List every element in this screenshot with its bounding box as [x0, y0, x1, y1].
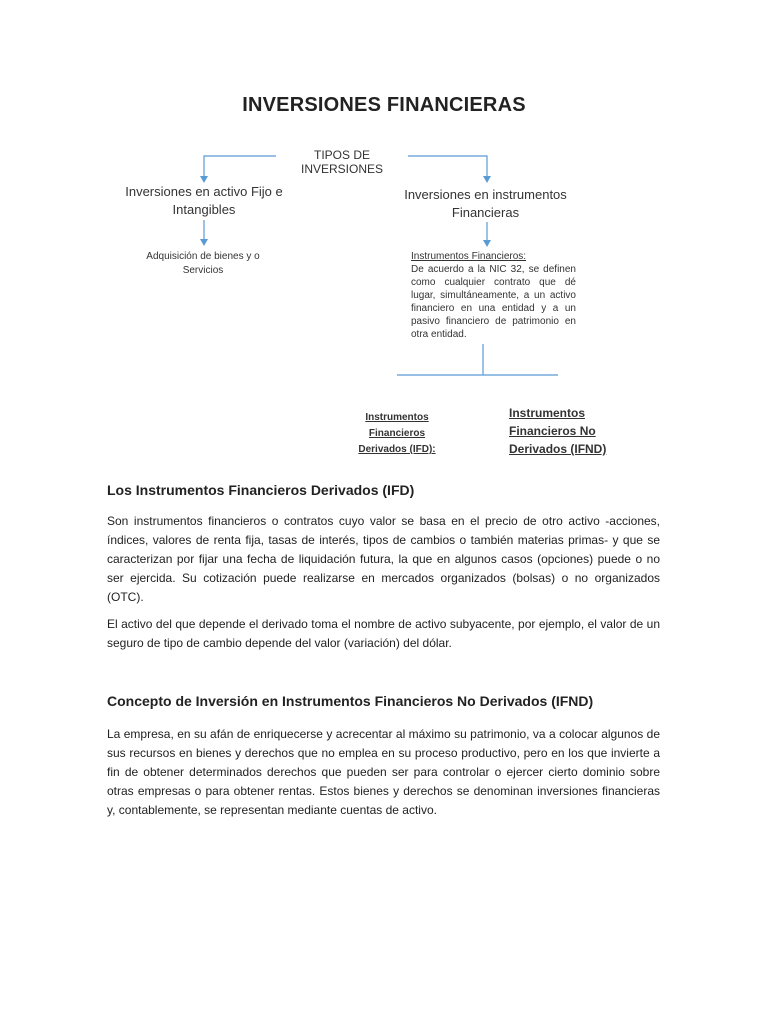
section-heading-ifnd: Concepto de Inversión en Instrumentos Financieros No Derivados (IFND)	[107, 693, 594, 709]
connector-root-right	[402, 156, 487, 178]
connector-root-left	[204, 156, 282, 178]
paragraph-ifnd-concept: La empresa, en su afán de enriquecerse y acrecentar al máximo su patrimonio, va a colocar algunos de sus recursos en bienes y derechos que no emplea en su proceso productivo, pero en los que invierte a fin de obtener determinados derechos que pueden ser para controlar o ejercer cierto dominio sobre otras empresas o para obtener rentas. Estos bienes y derechos se denominan inversiones financieras y, contablemente, se representan mediante cuentas de activo.	[107, 727, 660, 817]
document-title: INVERSIONES FINANCIERAS	[242, 94, 526, 116]
arrow-root-left	[200, 176, 208, 183]
diagram-right-branch: Inversiones en instrumentos Financieras	[404, 187, 567, 220]
paragraph-ifd-definition: Son instrumentos financieros o contratos cuyo valor se basa en el precio de otro activo -acciones, índices, valores de renta fija, tasas de interés, tipos de cambios o también materias primas- y que se caracterizan por fijar una fecha de liquidación futura, la que en algunos casos (opciones) puede o no ser ejercida. Su cotización puede realizarse en mercados organizados (bolsas) o no organizados (OTC).	[107, 514, 660, 604]
diagram-ifd-node: Instrumentos Financieros Derivados (IFD):	[358, 412, 436, 455]
diagram-left-child: Adquisición de bienes y o Servicios	[146, 251, 260, 276]
arrow-root-right	[483, 176, 491, 183]
definition-heading: Instrumentos Financieros:	[411, 251, 527, 262]
definition-text: De acuerdo a la NIC 32, se definen como cualquier contrato que dé lugar, simultáneamente, a un activo financiero en una entidad y a un pasivo financiero de patrimonio en otra entidad.	[411, 264, 576, 340]
diagram-definition-block	[411, 250, 576, 341]
diagram-ifnd-node: Instrumentos Financieros No Derivados (IFND)	[509, 406, 607, 456]
section-heading-ifd: Los Instrumentos Financieros Derivados (IFD)	[107, 482, 415, 498]
diagram-connectors	[0, 0, 768, 470]
diagram-left-branch: Inversiones en activo Fijo e Intangibles	[125, 184, 283, 217]
diagram-root-node: TIPOS DE INVERSIONES	[276, 148, 408, 176]
arrow-right-child	[483, 240, 491, 247]
arrow-left-child	[200, 239, 208, 246]
paragraph-ifd-subyacente: El activo del que depende el derivado toma el nombre de activo subyacente, por ejemplo, el valor de un seguro de tipo de cambio depende del valor (variación) del dólar.	[107, 617, 660, 650]
